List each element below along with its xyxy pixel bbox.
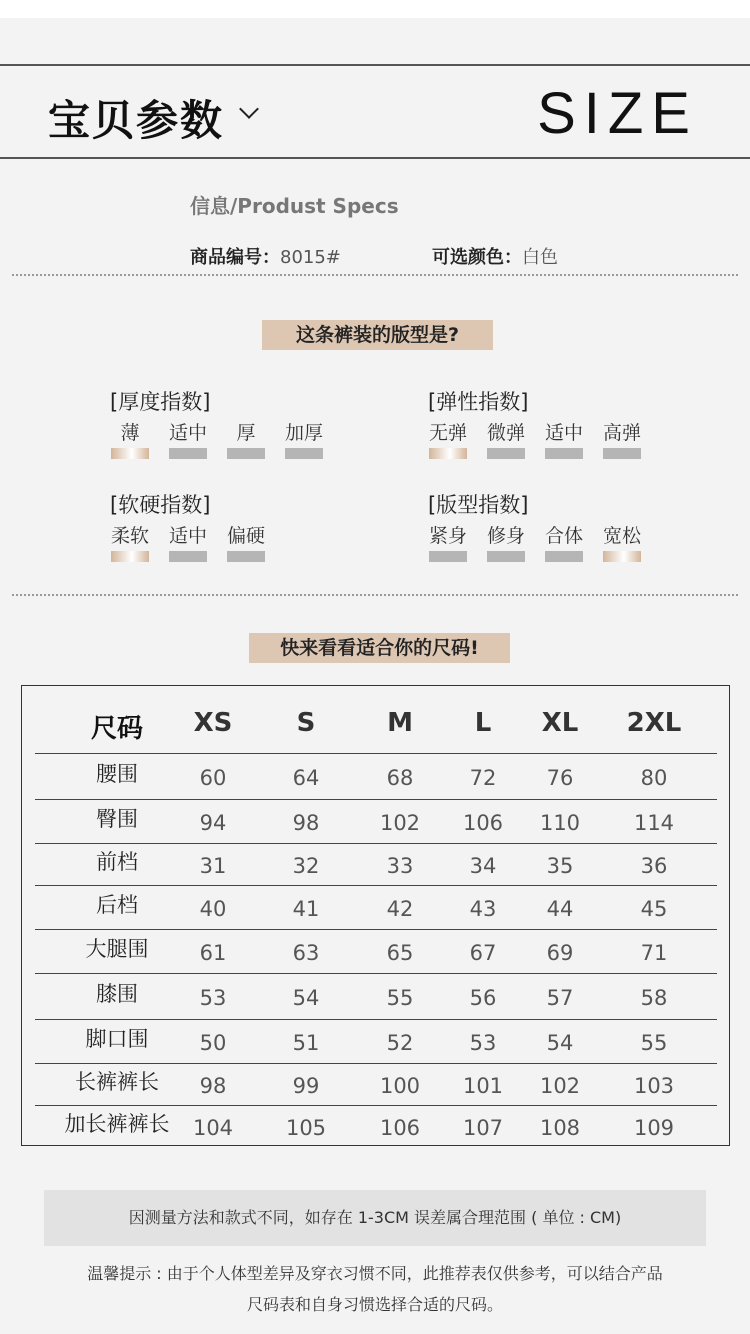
row-divider [35, 799, 717, 800]
table-cell: 31 [199, 854, 227, 878]
index-marker [169, 551, 207, 562]
size-header-l: L [474, 708, 492, 738]
table-cell: 68 [386, 766, 414, 790]
table-cell: 98 [292, 811, 320, 835]
table-cell: 114 [633, 811, 675, 835]
table-cell: 101 [462, 1074, 504, 1098]
row-divider [35, 973, 717, 974]
table-row-label: 长裤裤长 [75, 1070, 159, 1094]
tip-line-1: 温馨提示 : 由于个人体型差异及穿衣习惯不同，此推荐表仅供参考，可以结合产品 [87, 1264, 663, 1283]
index-option: 柔软 [110, 525, 149, 547]
index-title: [弹性指数] [428, 390, 529, 414]
index-option: 高弹 [602, 422, 641, 444]
row-divider [35, 929, 717, 930]
row-divider [35, 885, 717, 886]
page-title: 宝贝参数 [48, 96, 225, 145]
table-cell: 64 [292, 766, 320, 790]
index-marker [487, 448, 525, 459]
index-marker [603, 448, 641, 459]
size-header-2xl: 2XL [626, 708, 682, 738]
item-number-value: 8015# [280, 247, 341, 268]
table-cell: 35 [546, 854, 574, 878]
size-banner: 快来看看适合你的尺码! [249, 633, 510, 663]
table-cell: 61 [199, 941, 227, 965]
table-row-label: 前档 [96, 850, 138, 874]
table-cell: 60 [199, 766, 227, 790]
table-cell: 55 [386, 986, 414, 1010]
table-cell: 72 [469, 766, 497, 790]
table-cell: 110 [539, 811, 581, 835]
table-cell: 67 [469, 941, 497, 965]
item-number [190, 243, 341, 269]
row-divider [35, 1019, 717, 1020]
index-option: 微弹 [486, 422, 525, 444]
index-marker-selected [111, 448, 149, 459]
table-cell: 98 [199, 1074, 227, 1098]
table-cell: 103 [633, 1074, 675, 1098]
table-cell: 76 [546, 766, 574, 790]
table-cell: 40 [199, 897, 227, 921]
table-cell: 104 [192, 1116, 234, 1140]
top-strip [0, 0, 750, 18]
index-title: [厚度指数] [110, 390, 211, 414]
table-cell: 106 [462, 811, 504, 835]
table-row-label: 大腿围 [85, 937, 149, 961]
index-option: 紧身 [428, 525, 467, 547]
index-option: 合体 [544, 525, 583, 547]
table-cell: 53 [469, 1031, 497, 1055]
size-heading: SIZE [537, 81, 698, 146]
index-marker [227, 448, 265, 459]
table-row-label: 脚口围 [85, 1027, 149, 1051]
index-marker [545, 551, 583, 562]
table-cell: 108 [539, 1116, 581, 1140]
row-divider [35, 1063, 717, 1064]
index-option: 适中 [168, 422, 207, 444]
table-cell: 52 [386, 1031, 414, 1055]
table-cell: 45 [640, 897, 668, 921]
index-option: 偏硬 [226, 525, 265, 547]
index-option: 薄 [120, 422, 140, 444]
table-cell: 34 [469, 854, 497, 878]
table-row-label: 加长裤裤长 [64, 1112, 170, 1136]
index-marker-selected [603, 551, 641, 562]
table-cell: 102 [539, 1074, 581, 1098]
table-cell: 105 [285, 1116, 327, 1140]
table-cell: 57 [546, 986, 574, 1010]
color-spec [432, 243, 558, 269]
header-band [0, 64, 750, 159]
size-column-header: 尺码 [90, 714, 143, 744]
table-cell: 36 [640, 854, 668, 878]
table-cell: 100 [379, 1074, 421, 1098]
size-header-xs: XS [193, 708, 233, 738]
table-cell: 71 [640, 941, 668, 965]
table-cell: 33 [386, 854, 414, 878]
row-divider [35, 1105, 717, 1106]
table-row-label: 膝围 [96, 982, 138, 1006]
index-option: 修身 [486, 525, 525, 547]
index-marker [429, 551, 467, 562]
index-marker-selected [429, 448, 467, 459]
table-cell: 58 [640, 986, 668, 1010]
table-cell: 54 [546, 1031, 574, 1055]
row-divider [35, 753, 717, 754]
table-cell: 99 [292, 1074, 320, 1098]
table-cell: 44 [546, 897, 574, 921]
table-cell: 63 [292, 941, 320, 965]
index-title: [版型指数] [428, 493, 529, 517]
index-marker [545, 448, 583, 459]
row-divider [35, 843, 717, 844]
index-option: 宽松 [602, 525, 641, 547]
table-cell: 43 [469, 897, 497, 921]
table-cell: 80 [640, 766, 668, 790]
table-cell: 42 [386, 897, 414, 921]
table-cell: 65 [386, 941, 414, 965]
table-row-label: 后档 [96, 893, 138, 917]
table-cell: 41 [292, 897, 320, 921]
index-option: 厚 [236, 422, 256, 444]
size-header-xl: XL [541, 708, 579, 738]
specs-heading: 信息/Produst Specs [190, 194, 399, 218]
index-option: 适中 [168, 525, 207, 547]
item-number-label: 商品编号： [190, 247, 280, 268]
tip-line-2: 尺码表和自身习惯选择合适的尺码。 [246, 1295, 503, 1314]
color-value: 白色 [522, 247, 558, 268]
size-header-s: S [296, 708, 316, 738]
table-cell: 51 [292, 1031, 320, 1055]
color-label: 可选颜色： [432, 247, 522, 268]
table-cell: 56 [469, 986, 497, 1010]
divider [12, 594, 738, 596]
index-marker [487, 551, 525, 562]
index-marker [169, 448, 207, 459]
index-marker [285, 448, 323, 459]
index-marker [227, 551, 265, 562]
index-option: 无弹 [428, 422, 467, 444]
table-cell: 107 [462, 1116, 504, 1140]
table-cell: 54 [292, 986, 320, 1010]
table-cell: 55 [640, 1031, 668, 1055]
table-cell: 53 [199, 986, 227, 1010]
table-row-label: 腰围 [96, 762, 138, 786]
divider [12, 274, 738, 276]
table-cell: 50 [199, 1031, 227, 1055]
size-table [21, 685, 730, 1146]
measurement-note: 因测量方法和款式不同，如存在 1-3CM 误差属合理范围 ( 单位 : CM) [44, 1190, 706, 1246]
index-marker-selected [111, 551, 149, 562]
table-cell: 109 [633, 1116, 675, 1140]
fit-banner: 这条裤装的版型是? [262, 320, 493, 350]
table-row-label: 臀围 [96, 807, 138, 831]
table-cell: 102 [379, 811, 421, 835]
index-option: 适中 [544, 422, 583, 444]
size-header-m: M [387, 708, 413, 738]
chevron-down-icon[interactable] [239, 99, 259, 119]
table-cell: 94 [199, 811, 227, 835]
table-cell: 32 [292, 854, 320, 878]
table-cell: 69 [546, 941, 574, 965]
index-option: 加厚 [284, 422, 323, 444]
table-cell: 106 [379, 1116, 421, 1140]
index-title: [软硬指数] [110, 493, 211, 517]
